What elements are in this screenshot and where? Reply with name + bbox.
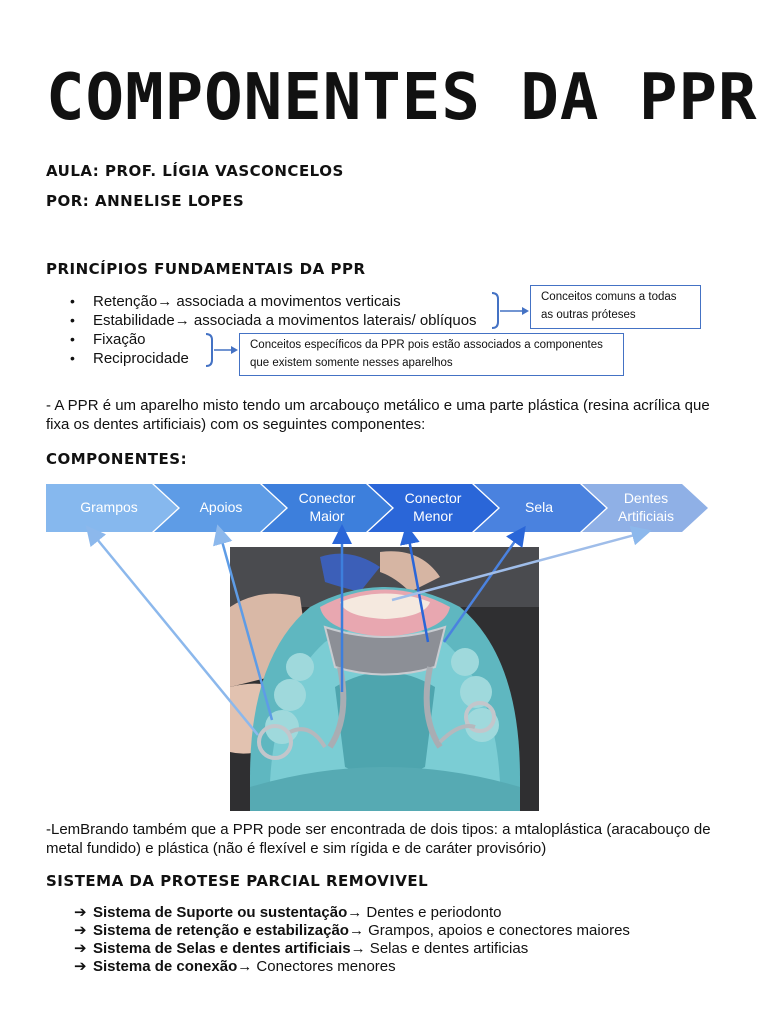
system-name: Sistema de conexão: [93, 958, 238, 975]
system-detail: → Conectores menores: [237, 958, 396, 975]
system-name: Sistema de Suporte ou sustentação: [93, 904, 348, 921]
system-detail: → Dentes e periodonto: [347, 904, 502, 921]
components-process-diagram: [46, 482, 710, 534]
system-detail: → Selas e dentes artificias: [350, 940, 529, 957]
arrowhead-icon: [522, 307, 529, 315]
chevron-label: Dentes: [623, 490, 669, 506]
system-list: [74, 904, 630, 976]
bracket-specific: [206, 334, 212, 366]
arrow-right-icon: ➔: [74, 922, 87, 939]
callout-common-concepts: Conceitos comuns a todas as outras próteses: [530, 285, 701, 329]
section-heading-principles: PRINCÍPIOS FUNDAMENTAIS DA PPR: [46, 260, 366, 278]
system-name: Sistema de Selas e dentes artificiais: [93, 940, 351, 957]
types-paragraph: -LemBrando também que a PPR pode ser encontrada de dois tipos: a mtaloplástica (aracabouço de metal fundido) e plástica (não é flexível e sim rígida e de caráter provisório): [46, 821, 711, 857]
chevron-label: Artificiais: [617, 508, 675, 524]
list-item: [74, 922, 630, 940]
list-item: • Reciprocidade: [62, 349, 477, 368]
arrow-right-icon: ➔: [74, 904, 87, 921]
chevron-label: Menor: [413, 508, 453, 524]
list-item: [74, 940, 630, 958]
list-item: [74, 904, 630, 922]
arrowhead-icon: [231, 346, 238, 354]
chevron-label: Maior: [309, 508, 345, 524]
author-credit: POR: ANNELISE LOPES: [46, 192, 245, 210]
chevron-label: Conector: [404, 490, 462, 506]
section-heading-components: COMPONENTES:: [46, 450, 188, 468]
arrow-right-icon: ➔: [74, 958, 87, 975]
system-name: Sistema de retenção e estabilização: [93, 922, 349, 939]
chevron-grampos: [46, 484, 178, 532]
chevron-label: Sela: [524, 499, 554, 515]
arrow-right-icon: ➔: [74, 940, 87, 957]
system-detail: → Grampos, apoios e conectores maiores: [348, 922, 630, 939]
callout-specific-concepts: Conceitos específicos da PPR pois estão associados a componentes que existem somente nesses aparelhos: [239, 333, 624, 376]
ppr-photo: [230, 547, 539, 811]
list-item: • Fixação: [62, 330, 477, 349]
page-title: COMPONENTES DA PPR: [46, 61, 758, 135]
chevron-label: Conector: [298, 490, 356, 506]
denture-illustration: [230, 547, 539, 811]
list-item: • Estabilidade→ associada a movimentos laterais/ oblíquos: [62, 311, 477, 330]
list-item: [74, 958, 630, 976]
lecture-credit: AULA: PROF. LÍGIA VASCONCELOS: [46, 162, 344, 180]
chevron-label: Apoios: [199, 499, 243, 515]
chevron-label: Grampos: [80, 499, 138, 515]
bracket-common: [492, 293, 498, 328]
intro-paragraph: - A PPR é um aparelho misto tendo um arcabouço metálico e uma parte plástica (resina acrílica que fixa os dentes artificiais) com os seguintes componentes:: [46, 397, 710, 433]
list-item: • Retenção→ associada a movimentos verticais: [62, 292, 477, 311]
section-heading-system: SISTEMA DA PROTESE PARCIAL REMOVIVEL: [46, 872, 429, 890]
